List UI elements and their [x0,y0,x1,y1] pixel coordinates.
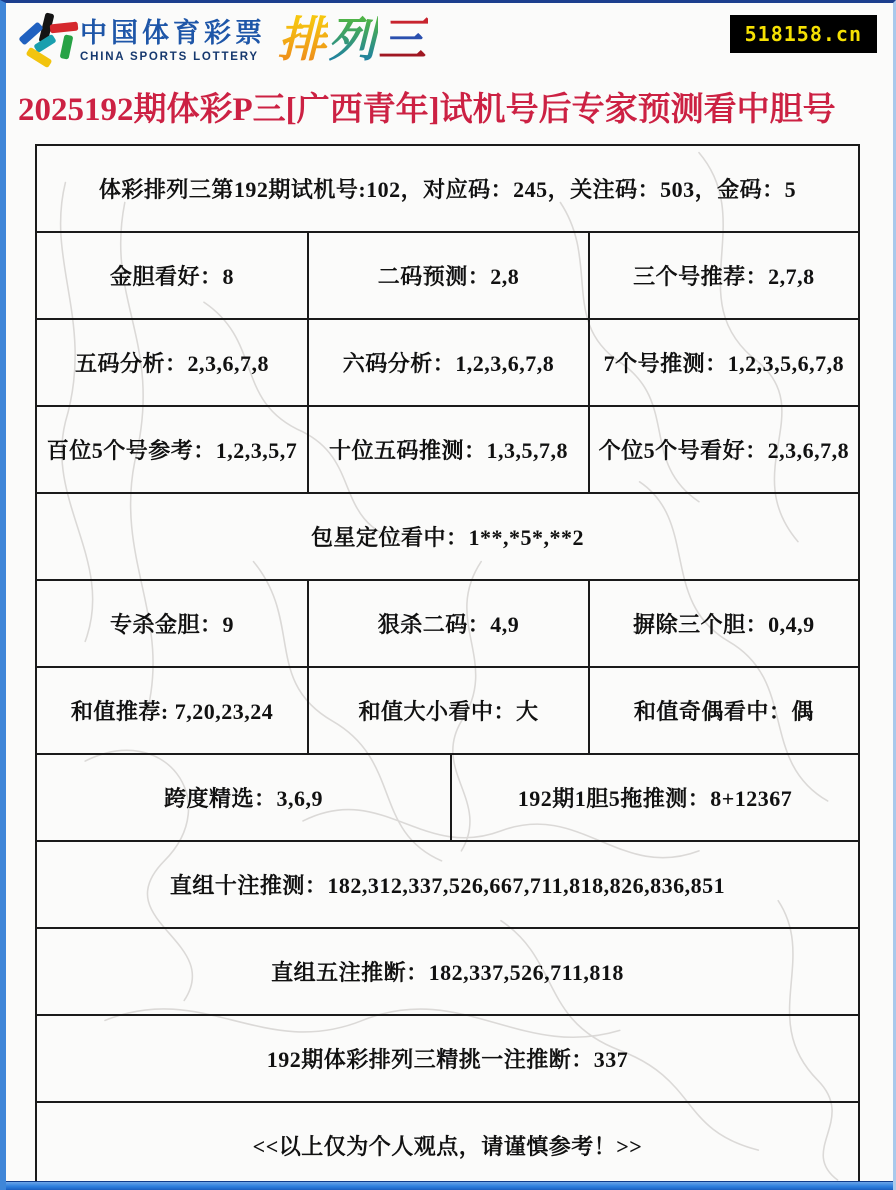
cell-star-position: 包星定位看中：1**,*5*,**2 [310,525,584,550]
page-title: 2025192期体彩P三[广西青年]试机号后专家预测看中胆号 [18,92,836,128]
table-row-positions [37,405,858,492]
table-row-ten-picks [37,840,858,927]
cell-two-codes: 二码预测：2,8 [307,233,588,318]
cell-kill-two: 狠杀二码：4,9 [307,581,588,666]
cell-five-codes: 五码分析：2,3,6,7,8 [75,351,270,376]
table-row-testnumber [37,146,858,231]
pailie3-brand-logo [278,13,428,69]
cell-sum-recommend: 和值推荐: 7,20,23,24 [70,699,274,724]
lottery-sticks-icon [18,13,70,69]
cell-sum-oddeven: 和值奇偶看中：偶 [588,668,858,753]
stick-red [50,22,79,34]
table-row-kill-codes [37,579,858,666]
cell-single-pick: 192期体彩排列三精挑一注推断：337 [266,1047,629,1072]
header [6,3,893,130]
cell-disclaimer: <<以上仅为个人观点，请谨慎参考！>> [252,1134,643,1159]
prediction-table [35,144,860,1190]
cell-three-codes: 三个号推荐：2,7,8 [588,233,858,318]
cell-sum-bigsmall: 和值大小看中：大 [307,668,588,753]
stick-green [60,34,74,59]
cell-span-select: 跨度精选：3,6,9 [163,786,323,811]
table-row-sum-values [37,666,858,753]
table-row-single-pick [37,1014,858,1101]
table-row-code-analysis [37,318,858,405]
table-row-disclaimer [37,1101,858,1188]
table-row-five-picks [37,927,858,1014]
cell-dan-tuo: 192期1胆5拖推测：8+12367 [450,755,858,840]
table-row-span-dantuo [37,753,858,840]
cell-kill-gold: 专杀金胆：9 [110,612,235,637]
cell-units: 个位5个号看好：2,3,6,7,8 [588,407,858,492]
cell-exclude-three: 摒除三个胆：0,4,9 [588,581,858,666]
logo-chinese-name: 中国体育彩票 [80,18,266,49]
logo-english-name: CHINA SPORTS LOTTERY [80,50,259,63]
logo-row [18,13,877,77]
cell-gold-dan: 金胆看好：8 [110,264,235,289]
cell-tens: 十位五码推测：1,3,5,7,8 [307,407,588,492]
bottom-bar [0,1181,896,1190]
cell-hundreds: 百位5个号参考：1,2,3,5,7 [46,438,298,463]
brand-char-3: 三 [378,14,429,67]
site-url-badge[interactable]: 518158.cn [730,15,877,53]
cell-test-number: 体彩排列三第192期试机号:102，对应码：245，关注码：503，金码：5 [98,177,797,202]
brand-char-1: 排 [278,14,329,67]
logo-text [80,19,266,62]
china-sports-lottery-logo [18,13,428,69]
cell-five-picks: 直组五注推断：182,337,526,711,818 [271,960,624,985]
cell-ten-picks: 直组十注推测：182,312,337,526,667,711,818,826,836,851 [169,873,726,898]
cell-seven-codes: 7个号推测：1,2,3,5,6,7,8 [588,320,858,405]
table-row-star-position [37,492,858,579]
table-row-gold-pick [37,231,858,318]
cell-six-codes: 六码分析：1,2,3,6,7,8 [307,320,588,405]
brand-char-2: 列 [328,14,379,67]
